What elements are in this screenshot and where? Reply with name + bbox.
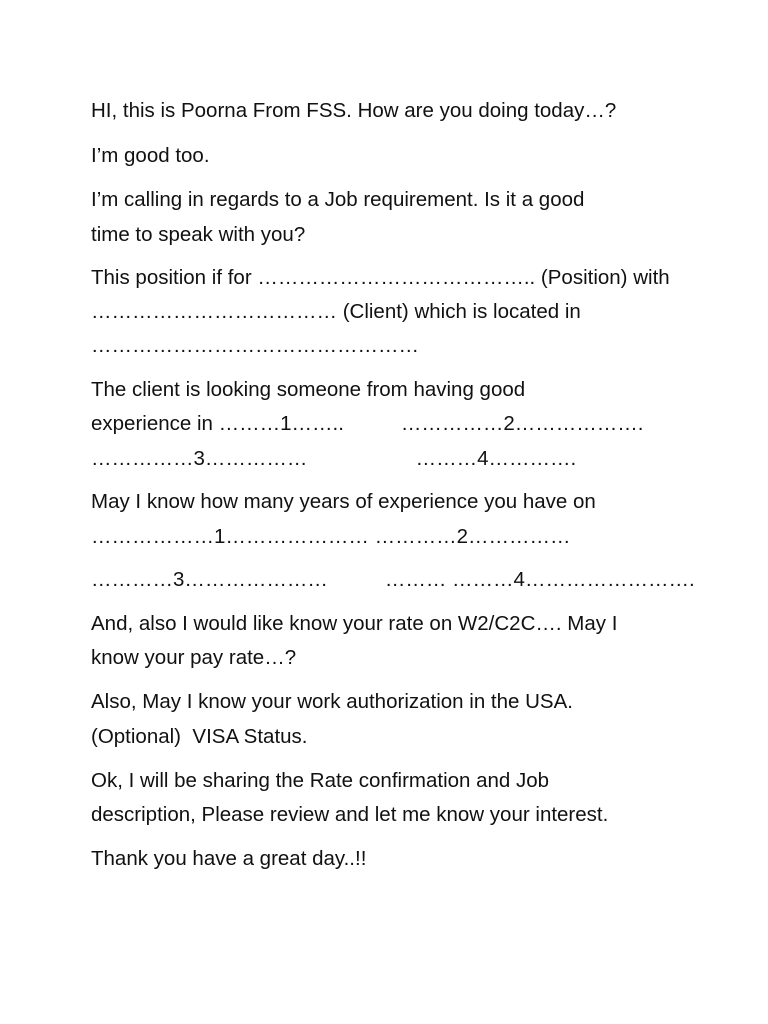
rate-line-1: And, also I would like know your rate on W2/C2C…. May I [91, 612, 618, 635]
authorization-line-2: (Optional) VISA Status. [91, 725, 308, 748]
purpose-line-2: time to speak with you? [91, 223, 306, 246]
position-line-3: ………………………………………… [91, 334, 419, 357]
closing-line-2: description, Please review and let me know your interest. [91, 803, 609, 826]
experience-line-2: ………………1………………… …………2…………… [91, 525, 571, 548]
thanks-line: Thank you have a great day..!! [91, 847, 367, 870]
experience-line-3: …………3………………… ……… ………4……………………. [91, 568, 695, 591]
skills-line-1: The client is looking someone from having good [91, 378, 526, 401]
rate-line-2: know your pay rate…? [91, 646, 297, 669]
skills-line-2: experience in ………1…….. ……………2………………. [91, 412, 644, 435]
skills-line-3: ……………3…………… ………4…………. [91, 447, 577, 470]
experience-line-1: May I know how many years of experience you have on [91, 490, 596, 513]
position-line-1: This position if for ………………………………….. (Position) with [91, 266, 670, 289]
position-line-2: ……………………………… (Client) which is located in [91, 300, 581, 323]
response-line: I’m good too. [91, 144, 210, 167]
greeting-line: HI, this is Poorna From FSS. How are you doing today…? [91, 99, 617, 122]
closing-line-1: Ok, I will be sharing the Rate confirmation and Job [91, 769, 550, 792]
purpose-line-1: I’m calling in regards to a Job requirement. Is it a good [91, 188, 585, 211]
authorization-line-1: Also, May I know your work authorization in the USA. [91, 690, 573, 713]
